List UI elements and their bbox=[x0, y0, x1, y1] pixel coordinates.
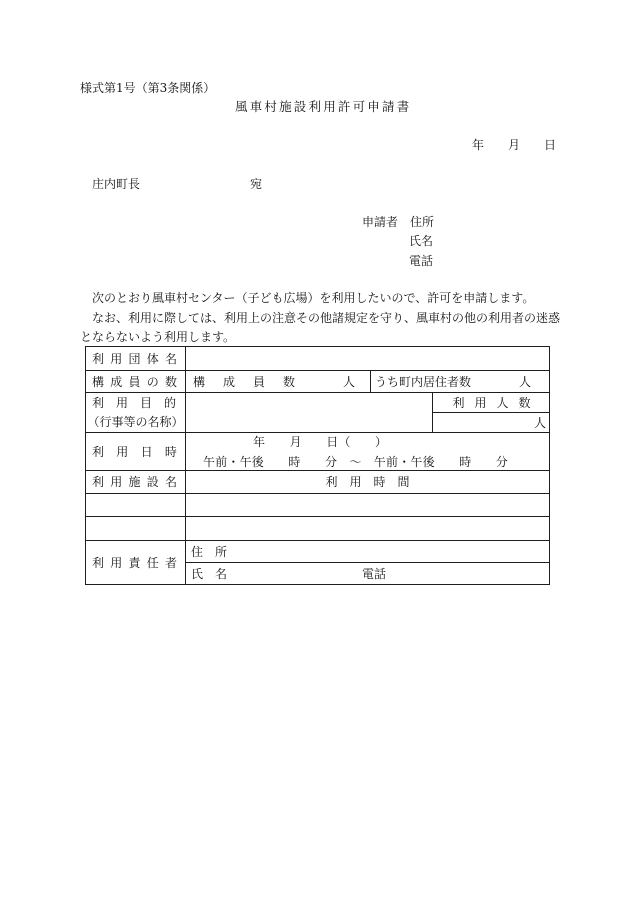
applicant-name-label: 氏名 bbox=[409, 234, 434, 248]
form-title: 風車村施設利用許可申請書 bbox=[235, 99, 412, 114]
responsible-label-cell bbox=[85, 540, 185, 584]
group-name-label: 利用団体名 bbox=[92, 351, 184, 366]
purpose-label-cell bbox=[85, 392, 185, 432]
members-total-cell bbox=[185, 370, 370, 392]
datetime-time-line: 午前・午後 時 分 ～ 午前・午後 時 分 bbox=[203, 454, 509, 469]
responsible-name-cell bbox=[185, 562, 549, 584]
datetime-label: 利 用 日 時 bbox=[92, 444, 178, 459]
usage-time-header-cell bbox=[185, 470, 549, 493]
facility-entry-2-cell bbox=[85, 516, 185, 540]
responsible-phone-label: 電話 bbox=[362, 566, 387, 581]
addressee-suffix: 宛 bbox=[250, 177, 263, 191]
members-total-unit: 人 bbox=[343, 374, 356, 389]
body-paragraph-2-line-1: なお、利用に際しては、利用上の注意その他諸規定を守り、風車村の他の利用者の迷惑 bbox=[92, 311, 561, 325]
members-local-text: うち町内居住者数 bbox=[375, 374, 472, 389]
facility-entry-1-cell bbox=[85, 493, 185, 516]
facility-label-cell bbox=[85, 470, 185, 493]
datetime-value-cell bbox=[185, 432, 549, 470]
applicant-phone-label: 電話 bbox=[409, 254, 434, 268]
purpose-label: 利 用 目 的 bbox=[92, 395, 177, 410]
usage-time-entry-2-cell bbox=[185, 516, 549, 540]
group-name-label-cell bbox=[85, 346, 185, 370]
application-table bbox=[85, 346, 550, 585]
responsible-address-cell bbox=[185, 540, 549, 562]
responsible-address-label: 住 所 bbox=[191, 544, 228, 559]
group-name-value-cell bbox=[185, 346, 549, 370]
responsible-label: 利用責任者 bbox=[92, 555, 184, 570]
usage-time-header: 利 用 時 間 bbox=[325, 475, 410, 489]
responsible-name-label: 氏 名 bbox=[191, 566, 228, 581]
body-paragraph-1: 次のとおり風車村センター（子ども広場）を利用したいので、許可を申請します。 bbox=[92, 291, 535, 305]
attendees-unit: 人 bbox=[533, 415, 546, 430]
datetime-date-line: 年 月 日（ ） bbox=[253, 434, 388, 449]
application-date: 年 月 日 bbox=[472, 138, 557, 152]
members-label-cell bbox=[85, 370, 185, 392]
applicant-address-label: 住所 bbox=[410, 215, 435, 229]
body-paragraph-2-line-2: とならないよう利用します。 bbox=[80, 330, 236, 344]
datetime-label-cell bbox=[85, 432, 185, 470]
attendees-label: 利 用 人 数 bbox=[452, 395, 530, 410]
attendees-label-cell bbox=[432, 392, 549, 412]
purpose-sublabel: （行事等の名称） bbox=[87, 414, 184, 429]
addressee-name: 庄内町長 bbox=[92, 177, 141, 191]
members-local-unit: 人 bbox=[519, 374, 532, 389]
members-label: 構成員の数 bbox=[92, 374, 184, 389]
purpose-value-cell bbox=[185, 392, 432, 432]
facility-label: 利用施設名 bbox=[92, 475, 184, 489]
members-total-text: 構 成 員 数 bbox=[193, 374, 299, 389]
attendees-value-cell bbox=[432, 412, 549, 432]
members-local-cell bbox=[370, 370, 549, 392]
usage-time-entry-1-cell bbox=[185, 493, 549, 516]
form-number: 様式第1号（第3条関係） bbox=[80, 81, 216, 95]
applicant-label: 申請者 bbox=[362, 215, 399, 229]
